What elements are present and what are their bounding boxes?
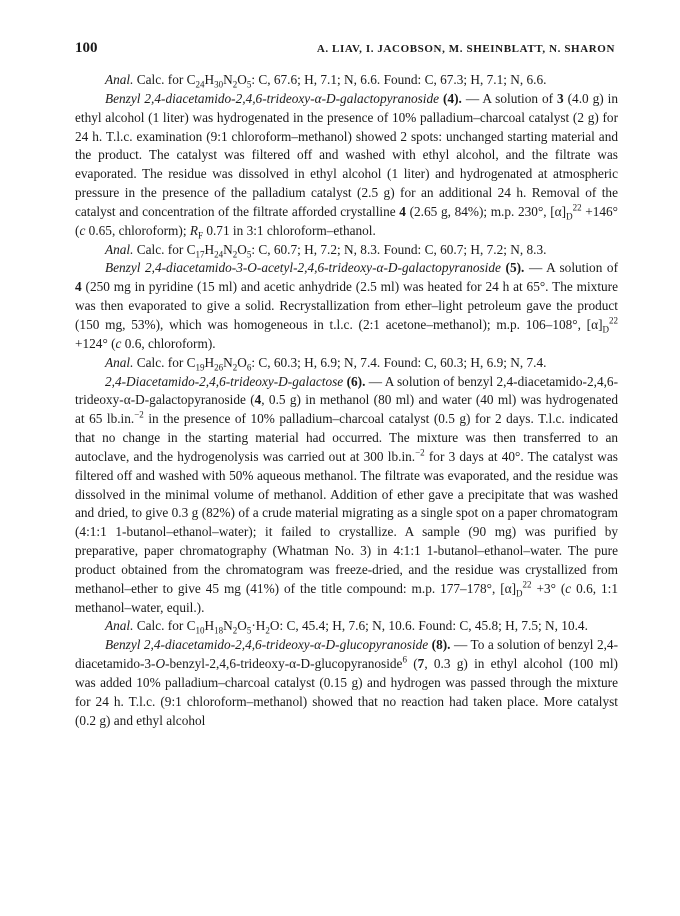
compound-6-procedure: — A solution of benzyl 2,4-diacetamido-2,4,6-trideoxy-α-D-galactopyranoside (4, 0.5 g) in methanol (80 ml) and water (40 ml) was hydrogenated at 65 lb.in.$^{-2}$ in the presence of 10% palladium–charcoal catalyst (0.5 g) for 2 days. T.l.c. indicated that no change in the starting material had occurred. The mixture was then transferred to an autoclave, and the hydrogenolysis was carried out at 300 lb.in.$^{-2}$ for 3 days at 40°. The catalyst was filtered off and washed with 50% aqueous methanol. The filtrate was evaporated, and the residue was dissolved in the minimal volume of methanol. Addition of ether gave a precipitate that was washed and dried, to give 0.3 g (82%) of a crude material migrating as a single spot on a paper chromatogram (4:1:1 1-butanol–ethanol–water); it failed to crystallize. A sample (90 mg) was purified by preparative, paper chromatography (Whatman No. 3) in 4:1:1 1-butanol–ethanol–water. The pure product obtained from the chromatogram was freeze-dried, and the residue was crystallized from methanol–ether to give 45 mg (41%) of the title compound: m.p. 177–178°, $[\alpha]_D^{22} +3^\circ$ (c 0.6, 1:1 methanol–water, equil.). (75, 373, 618, 615)
compound-8-paragraph (75, 636, 618, 730)
analysis-label: Anal. (105, 354, 134, 370)
compound-4-procedure: — A solution of 3 (4.0 g) in ethyl alcohol (1 liter) was hydrogenated in the presence of 10% palladium–charcoal catalyst (2 g) for 24 h. T.l.c. examination (9:1 chloroform–methanol) showed 2 spots: unchanged starting material and the product. The catalyst was filtered off and washed with ethyl alcohol, and the filtrate was evaporated. The residue was dissolved in ethyl alcohol (1 liter) and hydrogenated at atmospheric pressure in the presence of the palladium catalyst (2.5 g) for an additional 24 h. Removal of the catalyst and concentration of the filtrate afforded crystalline 4 (2.65 g, 84%); m.p. 230°, $[\alpha]_D^{22} +146^\circ$ (c 0.65, chloroform); $R_F$ 0.71 in 3:1 chloroform–ethanol. (75, 90, 619, 241)
analysis-text: Calc. for $C_{24}H_{30}N_2O_5$: C, 67.6; H, 7.1; N, 6.6. Found: C, 67.3; H, 7.1; N, 6.6. (136, 72, 547, 90)
analysis-text: Calc. for $C_{17}H_{24}N_2O_5$: C, 60.7; H, 7.2; N, 8.3. Found: C, 60.7; H, 7.2; N, 8.3. (136, 241, 547, 260)
analysis-label: Anal. (105, 618, 134, 634)
compound-8-procedure: — To a solution of benzyl 2,4-diacetamido-3-O-benzyl-2,4,6-trideoxy-α-D-glucopyranoside$^6$ (7, 0.3 g) in ethyl alcohol (100 ml) was added 10% palladium–charcoal catalyst (0.15 g) and hydrogen was passed through the mixture for 24 h. T.l.c. (9:1 chloroform–methanol) showed that no reaction had taken place. More catalyst (0.2 g) and ethyl alcohol (75, 637, 618, 728)
compound-5-number: (5). (505, 260, 525, 276)
compound-6-title: 2,4-Diacetamido-2,4,6-trideoxy-D-galactose (105, 373, 344, 389)
compound-6-number: (6). (346, 373, 366, 389)
analysis-text: Calc. for $C_{10}H_{18}N_2O_5\cdot H_2O$: C, 45.4; H, 7.6; N, 10.6. Found: C, 45.8; H, 7.5; N, 10.4. (136, 618, 588, 637)
analysis-paragraph (75, 354, 618, 373)
compound-5-procedure: — A solution of 4 (250 mg in pyridine (15 ml) and acetic anhydride (2.5 ml) was heated for 24 h at 65°. The mixture was then evaporated to give a solid. Recrystallization from ether–light petroleum gave the product (150 mg, 53%), which was homogeneous in t.l.c. (2:1 acetone–methanol); m.p. 106–108°, $[\alpha]_D^{22} +124^\circ$ (c 0.6, chloroform). (75, 260, 619, 351)
page-number: 100 (75, 40, 98, 56)
running-header (75, 40, 615, 60)
analysis-paragraph (75, 617, 618, 636)
article-body (75, 71, 618, 731)
compound-6-paragraph (75, 373, 618, 618)
analysis-label: Anal. (105, 241, 134, 257)
analysis-label: Anal. (105, 72, 134, 87)
compound-5-title: Benzyl 2,4-diacetamido-3-O-acetyl-2,4,6-trideoxy-α-D-galactopyranoside (105, 260, 501, 276)
analysis-paragraph (75, 241, 618, 260)
compound-4-title: Benzyl 2,4-diacetamido-2,4,6-trideoxy-α-D-galactopyranoside (105, 90, 440, 106)
compound-4-number: (4). (443, 90, 462, 106)
compound-5-paragraph (75, 259, 618, 353)
compound-8-number: (8). (431, 637, 451, 653)
analysis-paragraph (75, 71, 618, 90)
compound-8-title: Benzyl 2,4-diacetamido-2,4,6-trideoxy-α-D-glucopyranoside (105, 637, 429, 653)
author-running-head: A. LIAV, I. JACOBSON, M. SHEINBLATT, N. SHARON (316, 43, 615, 55)
compound-4-paragraph (75, 90, 618, 241)
analysis-text: Calc. for $C_{19}H_{26}N_2O_6$: C, 60.3; H, 6.9; N, 7.4. Found: C, 60.3; H, 6.9; N, 7.4. (136, 354, 547, 373)
